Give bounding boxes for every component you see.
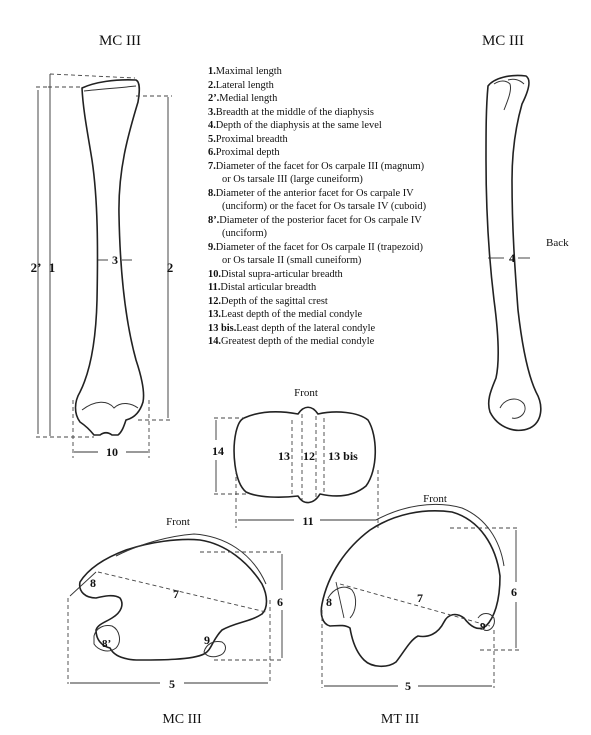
legend-item-continuation: or Os tarsale III (large cuneiform) <box>222 174 363 186</box>
mc3-proximal-view <box>68 516 284 691</box>
label-9-right: 9 <box>480 621 486 633</box>
label-13bis: 13 bis <box>328 449 358 463</box>
mt3-proximal-outline <box>321 511 500 666</box>
legend-item-number: 2. <box>208 79 216 91</box>
legend-item-number: 8’. <box>208 214 220 226</box>
label-12: 12 <box>303 449 315 463</box>
annotation-front-center: Front <box>294 387 318 399</box>
label-3: 3 <box>112 253 118 267</box>
legend-item-number: 13. <box>208 309 221 321</box>
legend-item <box>208 281 508 295</box>
legend-item-text: Diameter of the posterior facet for Os carpale IV <box>219 214 422 226</box>
legend-item-text: Greatest depth of the medial condyle <box>221 336 375 348</box>
mc3-proximal-rim <box>116 534 266 584</box>
legend-item <box>208 65 508 79</box>
label-10: 10 <box>106 445 118 459</box>
legend-item-text: Depth of the sagittal crest <box>221 295 328 307</box>
legend-item-text: Breadth at the middle of the diaphysis <box>215 106 374 118</box>
legend-item-continuation: (unciform) or the facet for Os tarsale IV (cuboid) <box>222 201 427 213</box>
legend-item-text: Distal articular breadth <box>220 282 317 294</box>
legend-item <box>208 241 508 255</box>
label-1: 1 <box>48 260 56 275</box>
legend-item-text: Diameter of the facet for Os carpale III (magnum) <box>215 160 425 172</box>
label-4: 4 <box>509 251 515 265</box>
label-2: 2 <box>166 260 174 275</box>
label-8prime-left: 8’ <box>102 638 112 650</box>
legend-item-number: 3. <box>208 106 216 118</box>
label-7-left: 7 <box>173 587 179 601</box>
legend-item-number: 1. <box>208 66 216 77</box>
title-bottom-right: MT III <box>380 712 420 727</box>
legend-item <box>208 308 508 322</box>
legend-item-text: Lateral length <box>215 79 274 91</box>
legend-item <box>208 79 508 93</box>
legend-item-number: 10. <box>208 268 221 280</box>
legend-item-number: 11. <box>208 282 221 294</box>
legend-item-number: 6. <box>208 147 216 159</box>
label-2prime: 2’ <box>30 260 42 275</box>
mt3-proximal-view <box>321 493 520 693</box>
legend-item-text: Maximal length <box>215 66 282 77</box>
legend-item-continuation: or Os tarsale II (small cuneiform) <box>222 255 362 267</box>
legend-item-text: Depth of the diaphysis at the same level <box>215 120 382 132</box>
mc3-proximal-ridge <box>84 86 136 91</box>
annotation-back: Back <box>546 237 569 249</box>
mc3-dorsal-outline <box>76 80 144 435</box>
legend-item-text: Proximal breadth <box>215 133 288 145</box>
label-13: 13 <box>278 449 290 463</box>
legend-item-number: 2’. <box>208 93 220 105</box>
label-11: 11 <box>302 514 314 528</box>
legend-item <box>208 146 508 160</box>
measurement-legend <box>208 65 508 349</box>
label-6-right: 6 <box>511 585 517 599</box>
legend-item-number: 9. <box>208 241 216 253</box>
legend-item-number: 13 bis. <box>208 322 237 334</box>
legend-item-text: Distal supra-articular breadth <box>221 268 343 280</box>
legend-item <box>208 322 508 336</box>
legend-item-continuation: (unciform) <box>222 228 268 240</box>
legend-item-number: 12. <box>208 295 221 307</box>
label-9-left: 9 <box>204 633 210 647</box>
legend-item-number: 7. <box>208 160 216 172</box>
title-bottom-left: MC III <box>162 712 202 727</box>
legend-item <box>208 133 508 147</box>
legend-item-number: 5. <box>208 133 216 145</box>
legend-item-number: 8. <box>208 187 216 199</box>
title-top-left: MC III <box>98 33 142 49</box>
label-8-right: 8 <box>326 595 332 609</box>
legend-item-text: Diameter of the anterior facet for Os carpale IV <box>215 187 414 199</box>
annotation-front-bottom-left: Front <box>166 516 190 528</box>
distal-articular-view <box>212 387 378 528</box>
mc3-distal-condyle-line <box>82 402 138 410</box>
mc3-dorsal-view <box>31 74 174 459</box>
legend-item <box>208 214 508 228</box>
label-6-left: 6 <box>277 595 283 609</box>
legend-item-number: 14. <box>208 336 221 348</box>
legend-item <box>208 187 508 201</box>
legend-item <box>208 92 508 106</box>
legend-item-text: Proximal depth <box>215 147 280 159</box>
label-5-right: 5 <box>405 679 411 693</box>
legend-item <box>208 106 508 120</box>
legend-item-text: Least depth of the medial condyle <box>221 309 363 321</box>
legend-item <box>208 295 508 309</box>
legend-item <box>208 160 508 174</box>
legend-item <box>208 268 508 282</box>
title-top-right: MC III <box>481 33 525 49</box>
legend-item <box>208 119 508 133</box>
legend-item-text: Least depth of the lateral condyle <box>236 322 376 334</box>
annotation-front-bottom-right: Front <box>423 493 447 505</box>
label-5-left: 5 <box>169 677 175 691</box>
legend-item-number: 4. <box>208 120 216 132</box>
label-8-left: 8 <box>90 576 96 590</box>
label-14: 14 <box>212 444 224 458</box>
mc3-lateral-distal-condyle <box>500 399 525 418</box>
legend-item <box>208 335 508 349</box>
legend-item-text: Medial length <box>219 93 278 105</box>
facet-8-outline <box>328 587 356 618</box>
label-7-right: 7 <box>417 591 423 605</box>
legend-item-text: Diameter of the facet for Os carpale II (trapezoid) <box>215 241 423 253</box>
